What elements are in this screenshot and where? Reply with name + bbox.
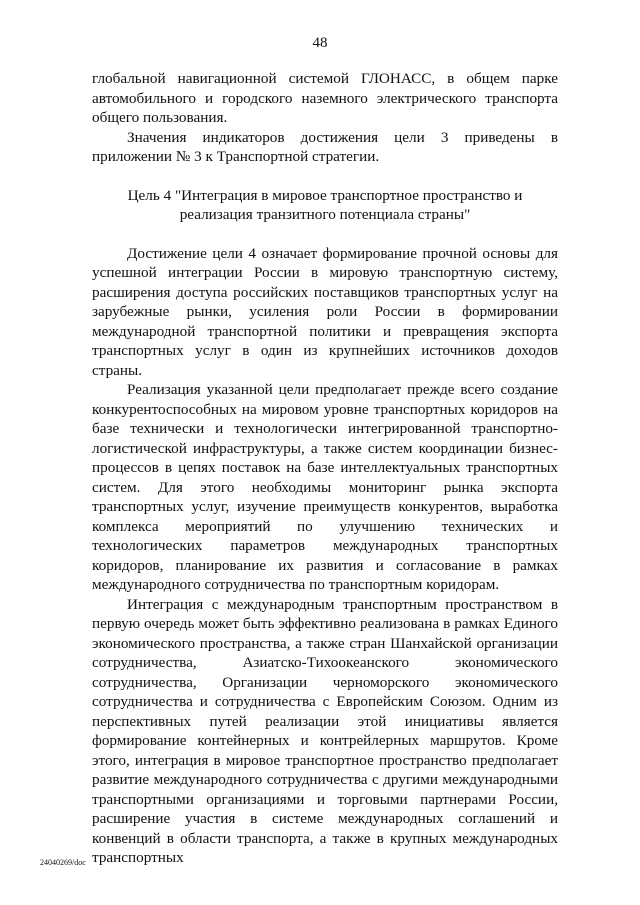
paragraph-integration: Интеграция с международным транспортным пространством в первую очередь может быть эффективно реализована в рамках Единого экономического пространства, а также стран Шанхайской организации сотрудничества, Азиатско-Тихоокеанского экономического сотрудничества, Организации черноморского экономического сотрудничества и сотрудничества с Европейским Союзом. Одним из перспективных путей реализации этой инициативы является формирование контейнерных и контрейлерных маршрутов. Кроме этого, интеграция в мировое транспортное пространство предполагает развитие международного сотрудничества с другими международными транспортными организациями и торговыми партнерами России, расширение участия в системе международных соглашений и конвенций в области транспорта, а также в крупных международных транспортных	[92, 595, 558, 866]
document-footer-code: 24040269/doc	[40, 858, 86, 867]
page-number: 48	[312, 35, 328, 51]
paragraph-goal-4-implementation: Реализация указанной цели предполагает прежде всего создание конкурентоспособных на мировом уровне транспортных коридоров на базе технически и технологически интегрированной транспортно-логистической инфраструктуры, а также систем координации бизнес-процессов в цепях поставок на базе интеллектуальных транспортных систем. Для этого необходимы мониторинг рынка экспорта транспортных услуг, изучение преимуществ конкурентов, выработка комплекса мероприятий по улучшению технических и технологических параметров международных транспортных коридоров, планирование их развития и согласование в рамках международного сотрудничества по транспортным коридорам.	[92, 381, 558, 593]
paragraph-indicators-goal-3: Значения индикаторов достижения цели 3 приведены в приложении № 3 к Транспортной стратегии.	[92, 128, 558, 165]
document-body	[92, 69, 558, 868]
goal-4-heading: Цель 4 "Интеграция в мировое транспортное пространство и реализация транзитного потенциала страны"	[127, 186, 523, 223]
paragraph-glonass-continuation: глобальной навигационной системой ГЛОНАСС, в общем парке автомобильного и городского наземного электрического транспорта общего пользования.	[92, 70, 558, 126]
paragraph-goal-4-achievement: Достижение цели 4 означает формирование прочной основы для успешной интеграции России в мировую транспортную систему, расширения доступа российских поставщиков транспортных услуг на зарубежные рынки, усиления роли России в формировании международной транспортной политики и превращения экспорта транспортных услуг в один из крупнейших источников доходов страны.	[92, 244, 558, 379]
